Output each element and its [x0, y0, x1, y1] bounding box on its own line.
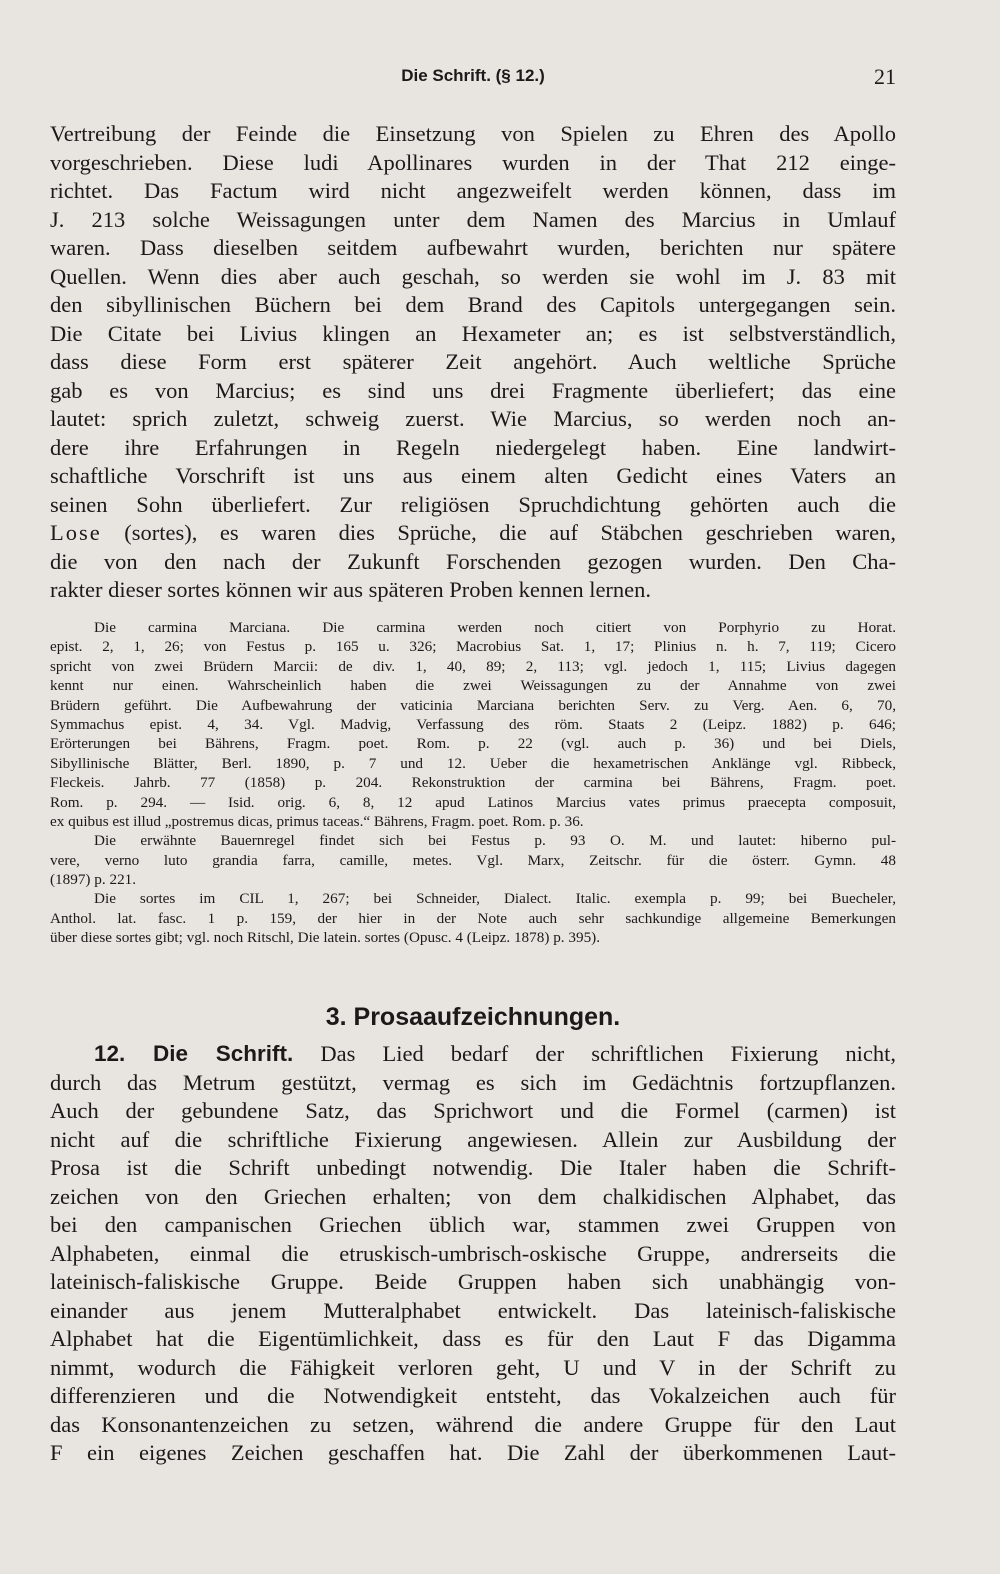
text-line: bei den campanischen Griechen üblich war, stammen zwei Gruppen von [50, 1212, 896, 1237]
note-line: Symmachus epist. 4, 34. Vgl. Madvig, Verfassung des röm. Staats 2 (Leipz. 1882) p. 646; [50, 715, 896, 733]
text-line: einander aus jenem Mutteralphabet entwickelt. Das lateinisch-faliskische [50, 1297, 896, 1323]
text-line: Alphabeten, einmal die etruskisch-umbrisch-oskische Gruppe, andrerseits die [50, 1240, 896, 1266]
text-line: Vertreibung der Feinde die Einsetzung von Spielen zu Ehren des Apollo [50, 121, 896, 146]
text-line: richtet. Das Factum wird nicht angezweifelt werden können, dass im [50, 178, 896, 203]
text-line: vorgeschrieben. Diese ludi Apollinares wurden in der That 212 einge- [50, 149, 896, 175]
text-line: nimmt, wodurch die Fähigkeit verloren geht, U und V in der Schrift zu [50, 1354, 896, 1380]
section-paragraph [50, 1040, 896, 1468]
text-line: rakter dieser sortes können wir aus späteren Proben kennen lernen. [50, 577, 652, 602]
text-line: Auch der gebundene Satz, das Sprichwort und die Formel (carmen) ist [50, 1098, 896, 1123]
text-line: J. 213 solche Weissagungen unter dem Namen des Marcius in Umlauf [50, 206, 896, 232]
text-line: lateinisch-faliskische Gruppe. Beide Gruppen haben sich unabhängig von- [50, 1269, 896, 1294]
text-line: F ein eigenes Zeichen geschaffen hat. Die Zahl der überkommenen Laut- [50, 1440, 896, 1465]
running-title: Die Schrift. (§ 12.) [401, 66, 545, 85]
text-line: nicht auf die schriftliche Fixierung angewiesen. Allein zur Ausbildung der [50, 1126, 896, 1152]
note-line: ex quibus est illud „postremus dicas, primus taceas.“ Bährens, Fragm. poet. Rom. p. 36. [50, 812, 584, 830]
text-line: waren. Dass dieselben seitdem aufbewahrt wurden, berichten nur spätere [50, 235, 896, 260]
text-line: die von den nach der Zukunft Forschenden gezogen wurden. Den Cha- [50, 548, 896, 574]
footnote-block [50, 618, 896, 948]
note-line: Sibyllinische Blätter, Berl. 1890, p. 7 und 12. Ueber die hexametrischen Anklänge vgl. Ribbeck, [50, 754, 896, 772]
text-line: zeichen von den Griechen erhalten; von dem chalkidischen Alphabet, das [50, 1183, 896, 1209]
text-line: Alphabet hat die Eigentümlichkeit, dass es für den Laut F das Digamma [50, 1326, 896, 1351]
note-line: Anthol. lat. fasc. 1 p. 159, der hier in der Note auch sehr sachkundige allgemeine Bemerkungen [50, 909, 896, 927]
note-line: Die sortes im CIL 1, 267; bei Schneider, Dialect. Italic. exempla p. 99; bei Buecheler, [94, 890, 896, 908]
section-heading: 3. Prosaaufzeichnungen. [325, 1003, 621, 1031]
text-line: seinen Sohn überliefert. Zur religiösen Spruchdichtung gehörten auch die [50, 491, 896, 517]
note-line: Die erwähnte Bauernregel findet sich bei Festus p. 93 O. M. und lautet: hiberno pul- [94, 832, 896, 850]
note-line: (1897) p. 221. [50, 871, 137, 889]
text-line: durch das Metrum gestützt, vermag es sich im Gedächtnis fortzupflanzen. [50, 1069, 896, 1095]
note-line: über diese sortes gibt; vgl. noch Ritschl, Die latein. sortes (Opusc. 4 (Leipz. 1878) p. 395). [50, 929, 601, 947]
spaced-word-lose: Lose [50, 520, 102, 545]
text-line: Quellen. Wenn dies aber auch geschah, so werden sie wohl im J. 83 mit [50, 263, 896, 289]
text-line: den sibyllinischen Büchern bei dem Brand des Capitols untergegangen sein. [50, 292, 896, 317]
main-paragraph [50, 120, 896, 605]
note-line: epist. 2, 1, 26; von Festus p. 165 u. 326; Macrobius Sat. 1, 17; Plinius n. h. 7, 119; Cicero [50, 638, 896, 656]
text-line: schaftliche Vorschrift ist uns aus einem alten Gedicht eines Vaters an [50, 463, 896, 488]
text-line: gab es von Marcius; es sind uns drei Fragmente überliefert; das eine [50, 377, 896, 403]
text-line: lautet: sprich zuletzt, schweig zuerst. Wie Marcius, so werden noch an- [50, 406, 896, 431]
note-line: Die carmina Marciana. Die carmina werden noch citiert von Porphyrio zu Horat. [94, 619, 896, 636]
note-line: kennt nur einen. Wahrscheinlich haben die zwei Weissagungen zu der Annahme von zwei [50, 677, 896, 695]
note-line: Fleckeis. Jahrb. 77 (1858) p. 204. Rekonstruktion der carmina bei Bährens, Fragm. poet. [50, 774, 896, 792]
text-line-lose [50, 519, 896, 548]
page-number: 21 [874, 64, 896, 89]
text-fragment: (sortes), es waren dies Sprüche, die auf Stäbchen geschrieben waren, [101, 520, 896, 545]
text-line: Die Citate bei Livius klingen an Hexameter an; es ist selbstverständlich, [50, 320, 896, 346]
text-line: dass diese Form erst späterer Zeit angehört. Auch weltliche Sprüche [50, 349, 896, 374]
note-line: vere, verno luto grandia farra, camille, metes. Vgl. Marx, Zeitschr. für die österr. Gymn. 48 [50, 851, 896, 869]
text-line: dere ihre Erfahrungen in Regeln niedergelegt haben. Eine landwirt- [50, 434, 896, 460]
section-lead: 12. Die Schrift. [94, 1041, 294, 1066]
note-line: Erörterungen bei Bährens, Fragm. poet. Rom. p. 22 (vgl. auch p. 36) und bei Diels, [50, 735, 896, 753]
note-line: Rom. p. 294. — Isid. orig. 6, 8, 12 apud Latinos Marcius vates primus praecepta composuit, [50, 793, 896, 811]
running-header [50, 66, 896, 96]
text-fragment: Das Lied bedarf der schriftlichen Fixierung nicht, [293, 1041, 896, 1066]
text-line: differenzieren und die Notwendigkeit entsteht, das Vokalzeichen auch für [50, 1383, 896, 1408]
note-line: Brüdern geführt. Die Aufbewahrung der vaticinia Marciana berichten Serv. zu Verg. Aen. 6, 70, [50, 696, 896, 714]
text-line-lead [50, 1040, 896, 1069]
text-line: Prosa ist die Schrift unbedingt notwendig. Die Italer haben die Schrift- [50, 1155, 896, 1180]
text-line: das Konsonantenzeichen zu setzen, während die andere Gruppe für den Laut [50, 1411, 896, 1437]
note-line: spricht von zwei Brüdern Marcii: de div. 1, 40, 89; 2, 113; vgl. jedoch 1, 115; Livius dagegen [50, 657, 896, 675]
